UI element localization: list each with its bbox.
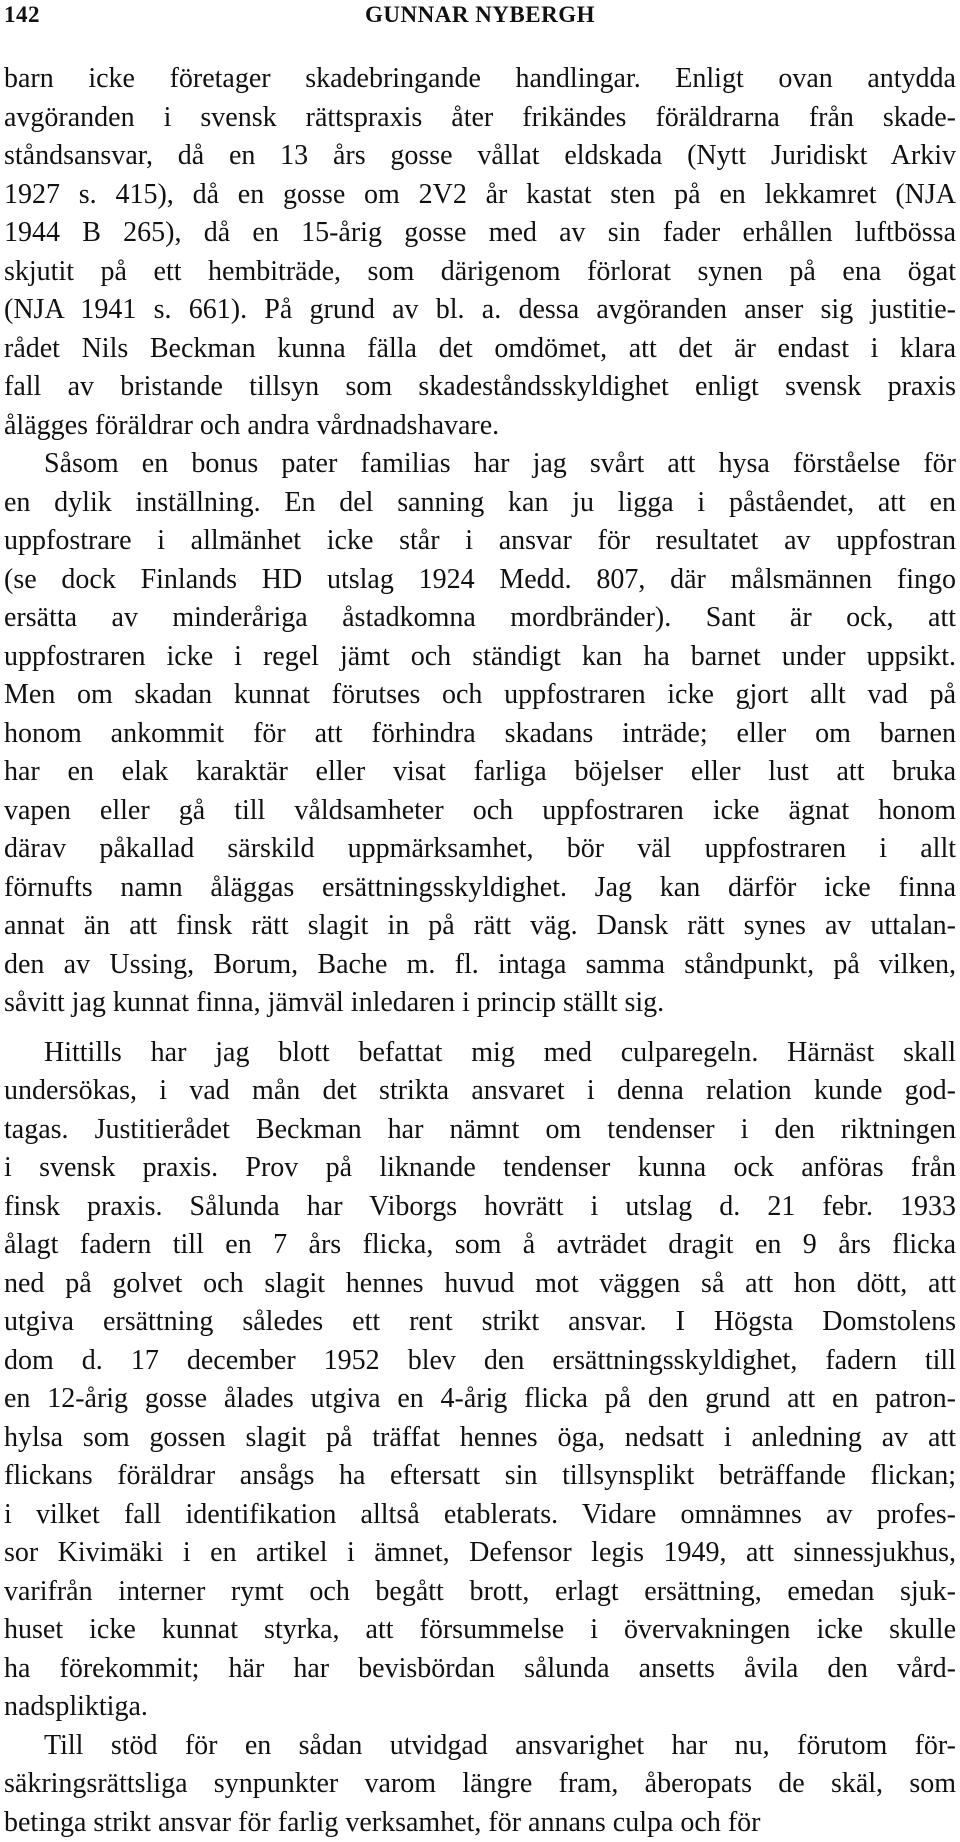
text-line: i svensk praxis. Prov på liknande tendenser kunna ock anföras från [4, 1149, 956, 1188]
text-line: 1927 s. 415), då en gosse om 2V2 år kastat sten på en lekkamret (NJA [4, 176, 956, 215]
text-line: betinga strikt ansvar för farlig verksamhet, för annans culpa och för [4, 1804, 956, 1842]
text-line: säkringsrättsliga synpunkter varom längre fram, åberopats de skäl, som [4, 1765, 956, 1804]
text-line: den av Ussing, Borum, Bache m. fl. intaga samma ståndpunkt, på vilken, [4, 946, 956, 985]
text-line: barn icke företager skadebringande handlingar. Enligt ovan antydda [4, 60, 956, 99]
page-number: 142 [4, 2, 40, 28]
text-line: ned på golvet och slagit hennes huvud mot väggen så att hon dött, att [4, 1265, 956, 1304]
text-line: 1944 B 265), då en 15-årig gosse med av sin fader erhållen luftbössa [4, 214, 956, 253]
page-header [0, 0, 960, 36]
text-line: en dylik inställning. En del sanning kan ju ligga i påståendet, att en [4, 484, 956, 523]
text-line: flickans föräldrar ansågs ha eftersatt sin tillsynsplikt beträffande flickan; [4, 1457, 956, 1496]
paragraph [4, 60, 956, 445]
text-line: ha förekommit; här har bevisbördan sålunda ansetts åvila den vård- [4, 1650, 956, 1689]
text-line: ålägges föräldrar och andra vårdnadshavare. [4, 407, 956, 446]
text-line: tagas. Justitierådet Beckman har nämnt om tendenser i den riktningen [4, 1111, 956, 1150]
text-line: skjutit på ett hembiträde, som därigenom förlorat synen på ena ögat [4, 253, 956, 292]
text-line: ersätta av minderåriga åstadkomna mordbränder). Sant är ock, att [4, 599, 956, 638]
text-line: i vilket fall identifikation alltså etablerats. Vidare omnämnes av profes- [4, 1496, 956, 1535]
text-line: (se dock Finlands HD utslag 1924 Medd. 807, där målsmännen fingo [4, 561, 956, 600]
text-line: ålagt fadern till en 7 års flicka, som å avträdet dragit en 9 års flicka [4, 1226, 956, 1265]
text-line: annat än att finsk rätt slagit in på rätt väg. Dansk rätt synes av uttalan- [4, 907, 956, 946]
text-line: sor Kivimäki i en artikel i ämnet, Defensor legis 1949, att sinnessjukhus, [4, 1534, 956, 1573]
paragraph [4, 445, 956, 1023]
text-line: huset icke kunnat styrka, att försummelse i övervakningen icke skulle [4, 1611, 956, 1650]
text-line: dom d. 17 december 1952 blev den ersättningsskyldighet, fadern till [4, 1342, 956, 1381]
text-line: hylsa som gossen slagit på träffat hennes öga, nedsatt i anledning av att [4, 1419, 956, 1458]
text-line: Hittills har jag blott befattat mig med culparegeln. Härnäst skall [4, 1034, 956, 1073]
text-line: (NJA 1941 s. 661). På grund av bl. a. dessa avgöranden anser sig justitie- [4, 291, 956, 330]
text-line: fall av bristande tillsyn som skadeståndsskyldighet enligt svensk praxis [4, 368, 956, 407]
paragraph [4, 1727, 956, 1842]
paragraph-gap [4, 1023, 956, 1034]
body-text [4, 60, 956, 1842]
text-line: rådet Nils Beckman kunna fälla det omdömet, att det är endast i klara [4, 330, 956, 369]
text-line: därav påkallad särskild uppmärksamhet, bör väl uppfostraren i allt [4, 830, 956, 869]
text-line: såvitt jag kunnat finna, jämväl inledaren i princip ställt sig. [4, 984, 956, 1023]
running-head: GUNNAR NYBERGH [0, 2, 960, 28]
text-line: honom ankommit för att förhindra skadans inträde; eller om barnen [4, 715, 956, 754]
text-line: vapen eller gå till våldsamheter och uppfostraren icke ägnat honom [4, 792, 956, 831]
text-line: har en elak karaktär eller visat farliga böjelser eller lust att bruka [4, 753, 956, 792]
text-line: en 12-årig gosse ålades utgiva en 4-årig flicka på den grund att en patron- [4, 1380, 956, 1419]
text-line: nadspliktiga. [4, 1688, 956, 1727]
text-line: förnufts namn åläggas ersättningsskyldighet. Jag kan därför icke finna [4, 869, 956, 908]
text-line: Men om skadan kunnat förutses och uppfostraren icke gjort allt vad på [4, 676, 956, 715]
text-line: avgöranden i svensk rättspraxis åter frikändes föräldrarna från skade- [4, 99, 956, 138]
text-line: uppfostrare i allmänhet icke står i ansvar för resultatet av uppfostran [4, 522, 956, 561]
text-line: varifrån interner rymt och begått brott, erlagt ersättning, emedan sjuk- [4, 1573, 956, 1612]
text-line: finsk praxis. Sålunda har Viborgs hovrätt i utslag d. 21 febr. 1933 [4, 1188, 956, 1227]
text-line: ståndsansvar, då en 13 års gosse vållat eldskada (Nytt Juridiskt Arkiv [4, 137, 956, 176]
text-line: uppfostraren icke i regel jämt och ständigt kan ha barnet under uppsikt. [4, 638, 956, 677]
text-line: utgiva ersättning således ett rent strikt ansvar. I Högsta Domstolens [4, 1303, 956, 1342]
paragraph [4, 1034, 956, 1727]
text-line: Till stöd för en sådan utvidgad ansvarighet har nu, förutom för- [4, 1727, 956, 1766]
text-line: Såsom en bonus pater familias har jag svårt att hysa förståelse för [4, 445, 956, 484]
text-line: undersökas, i vad mån det strikta ansvaret i denna relation kunde god- [4, 1072, 956, 1111]
